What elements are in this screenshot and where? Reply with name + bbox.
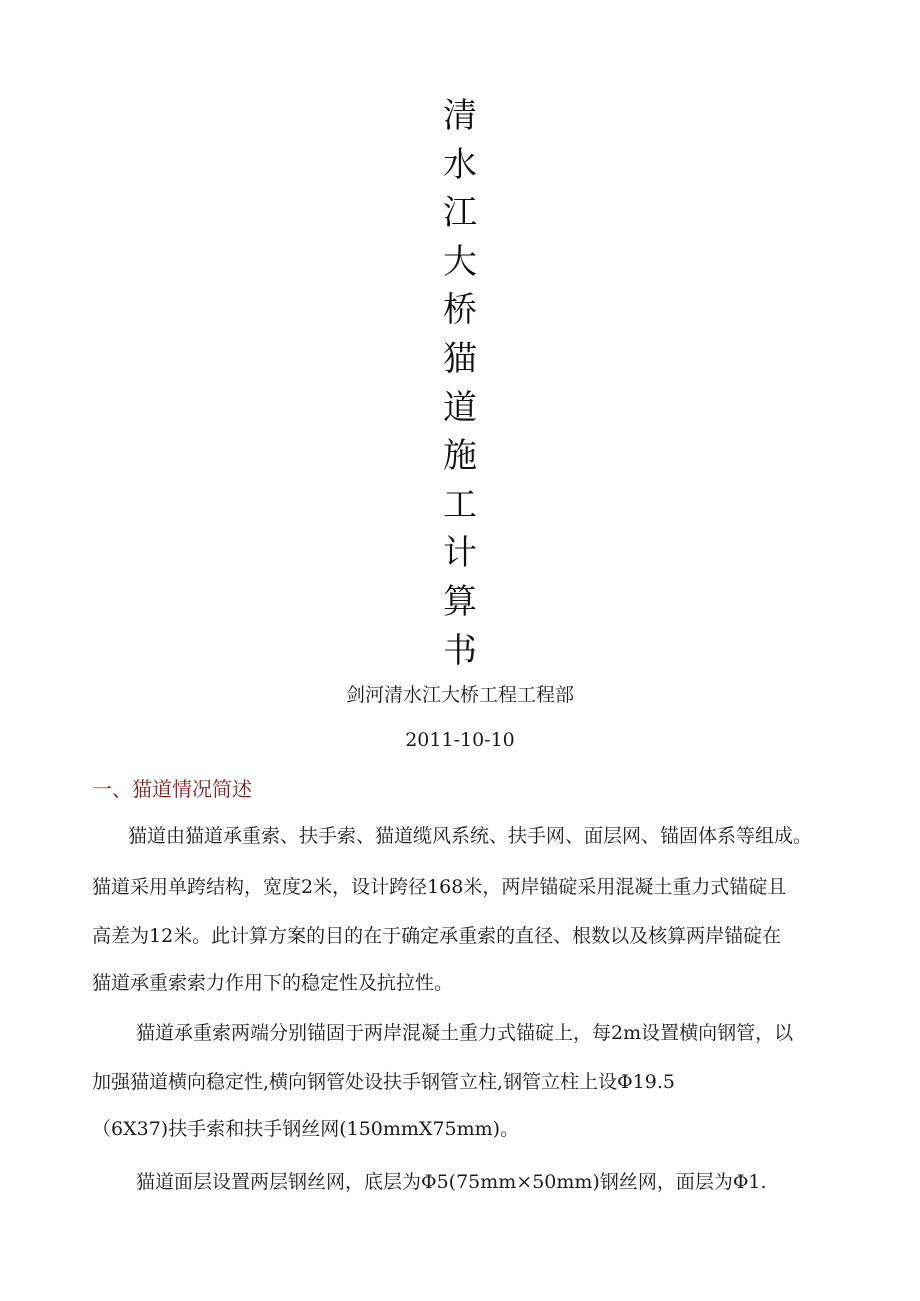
- title-char: 算: [443, 581, 477, 622]
- title-char: 桥: [443, 290, 477, 331]
- title-char: 道: [443, 387, 477, 428]
- paragraph-line: 猫道承重索两端分别锚固于两岸混凝土重力式锚碇上，每2m设置横向钢管，以: [136, 1022, 794, 1044]
- paragraph-line: 加强猫道横向稳定性,横向钢管处设扶手钢管立柱,钢管立柱上设Φ19.5: [92, 1071, 675, 1093]
- title-char: 水: [443, 144, 477, 185]
- paragraph-line: （6X37)扶手索和扶手钢丝网(150mmX75mm)。: [92, 1118, 520, 1140]
- title-char: 计: [443, 533, 477, 574]
- title-char: 江: [443, 193, 477, 234]
- title-char: 大: [443, 241, 477, 282]
- paragraph-line: 猫道采用单跨结构，宽度2米，设计跨径168米，两岸锚碇采用混凝土重力式锚碇且: [92, 876, 787, 898]
- section-heading: 一、猫道情况简述: [92, 777, 252, 801]
- title-char: 书: [443, 630, 477, 671]
- title-char: 猫: [443, 338, 477, 379]
- title-char: 清: [443, 96, 477, 136]
- paragraph-line: 猫道由猫道承重索、扶手索、猫道缆风系统、扶手网、面层网、锚固体系等组成。: [128, 825, 813, 847]
- paragraph-line: 高差为12米。此计算方案的目的在于确定承重索的直径、根数以及核算两岸锚碇在: [92, 925, 782, 947]
- title-char: 工: [443, 484, 477, 525]
- paragraph-line: 猫道承重索索力作用下的稳定性及抗拉性。: [92, 972, 454, 994]
- title-char: 施: [443, 436, 477, 477]
- document-date: 2011-10-10: [405, 729, 515, 751]
- document-title: [436, 92, 484, 675]
- paragraph-line: 猫道面层设置两层钢丝网，底层为Φ5(75mm×50mm)钢丝网，面层为Φ1.: [136, 1171, 767, 1193]
- organization-name: 剑河清水江大桥工程工程部: [345, 684, 574, 706]
